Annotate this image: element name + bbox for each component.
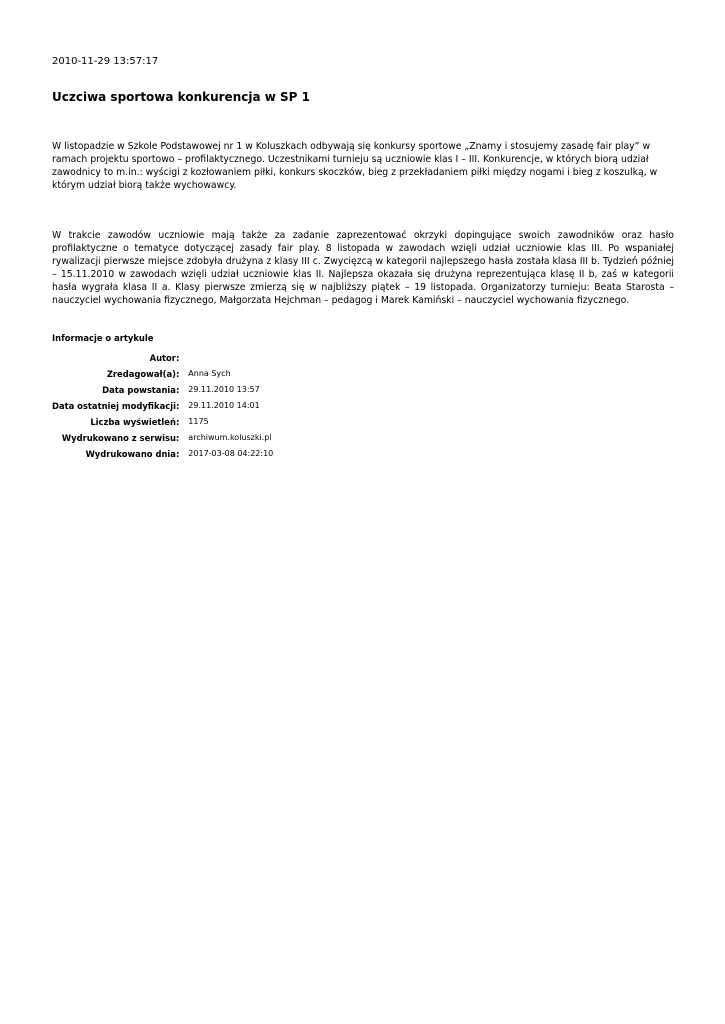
- info-label: Data powstania:: [102, 385, 180, 395]
- article-info-heading: Informacje o artykule: [52, 333, 154, 343]
- article-info-table: [52, 350, 273, 462]
- info-value: archiwum.koluszki.pl: [188, 433, 272, 442]
- info-label: Wydrukowano z serwisu:: [61, 433, 180, 443]
- info-value: 1175: [188, 417, 209, 426]
- info-label: Data ostatniej modyfikacji:: [52, 401, 180, 411]
- info-row-created: [52, 382, 273, 398]
- info-label: Zredagował(a):: [106, 369, 180, 379]
- info-value: 2017-03-08 04:22:10: [188, 449, 274, 458]
- info-row-author: [52, 350, 273, 366]
- info-row-modified: [52, 398, 273, 414]
- info-row-editor: [52, 366, 273, 382]
- info-value: 29.11.2010 14:01: [188, 401, 260, 410]
- info-value: 29.11.2010 13:57: [188, 385, 260, 394]
- info-value: Anna Sych: [188, 369, 231, 378]
- info-value: [179, 350, 273, 366]
- info-row-views: [52, 414, 273, 430]
- info-row-printed-on: [52, 446, 273, 462]
- info-label: Liczba wyświetleń:: [90, 417, 180, 427]
- article-paragraph-1: W listopadzie w Szkole Podstawowej nr 1 w Koluszkach odbywają się konkursy sportowe „Znamy i stosujemy zasadę fair play” w ramach projektu sportowo – profilaktycznego. Uczestnikami turnieju są uczniowie klas I – III. Konkurencje, w których biorą udział zawodnicy to m.in.: wyścigi z kozłowaniem piłki, konkurs skoczków, bieg z przekładaniem piłki między nogami i bieg z koszulką, w którym udział biorą także wychowawcy.: [52, 141, 658, 191]
- print-timestamp: 2010-11-29 13:57:17: [52, 56, 159, 67]
- article-title: Uczciwa sportowa konkurencja w SP 1: [52, 90, 310, 104]
- article-paragraph-2: W trakcie zawodów uczniowie mają także za zadanie zaprezentować okrzyki dopingujące swoich zawodników oraz hasło profilaktyczne o tematyce dotyczącej zasady fair play. 8 listopada w zawodach wzięli udział uczniowie klas III. Po wspaniałej rywalizacji pierwsze miejsce zdobyła drużyna z klasy III c. Zwycięzcą w kategorii najlepszego hasła została klasa III b. Tydzień później – 15.11.2010 w zawodach wzięli udział uczniowie klas II. Najlepsza okazała się drużyna reprezentująca klasę II b, zaś w kategorii hasła wygrała klasa II a. Klasy pierwsze zmierzą się w najbliższy piątek – 19 listopada. Organizatorzy turnieju: Beata Starosta – nauczyciel wychowania fizycznego, Małgorzata Hejchman – pedagog i Marek Kamiński – nauczyciel wychowania fizycznego.: [52, 230, 674, 306]
- info-row-printed-from: [52, 430, 273, 446]
- info-label: Autor:: [149, 353, 180, 363]
- info-label: Wydrukowano dnia:: [85, 449, 180, 459]
